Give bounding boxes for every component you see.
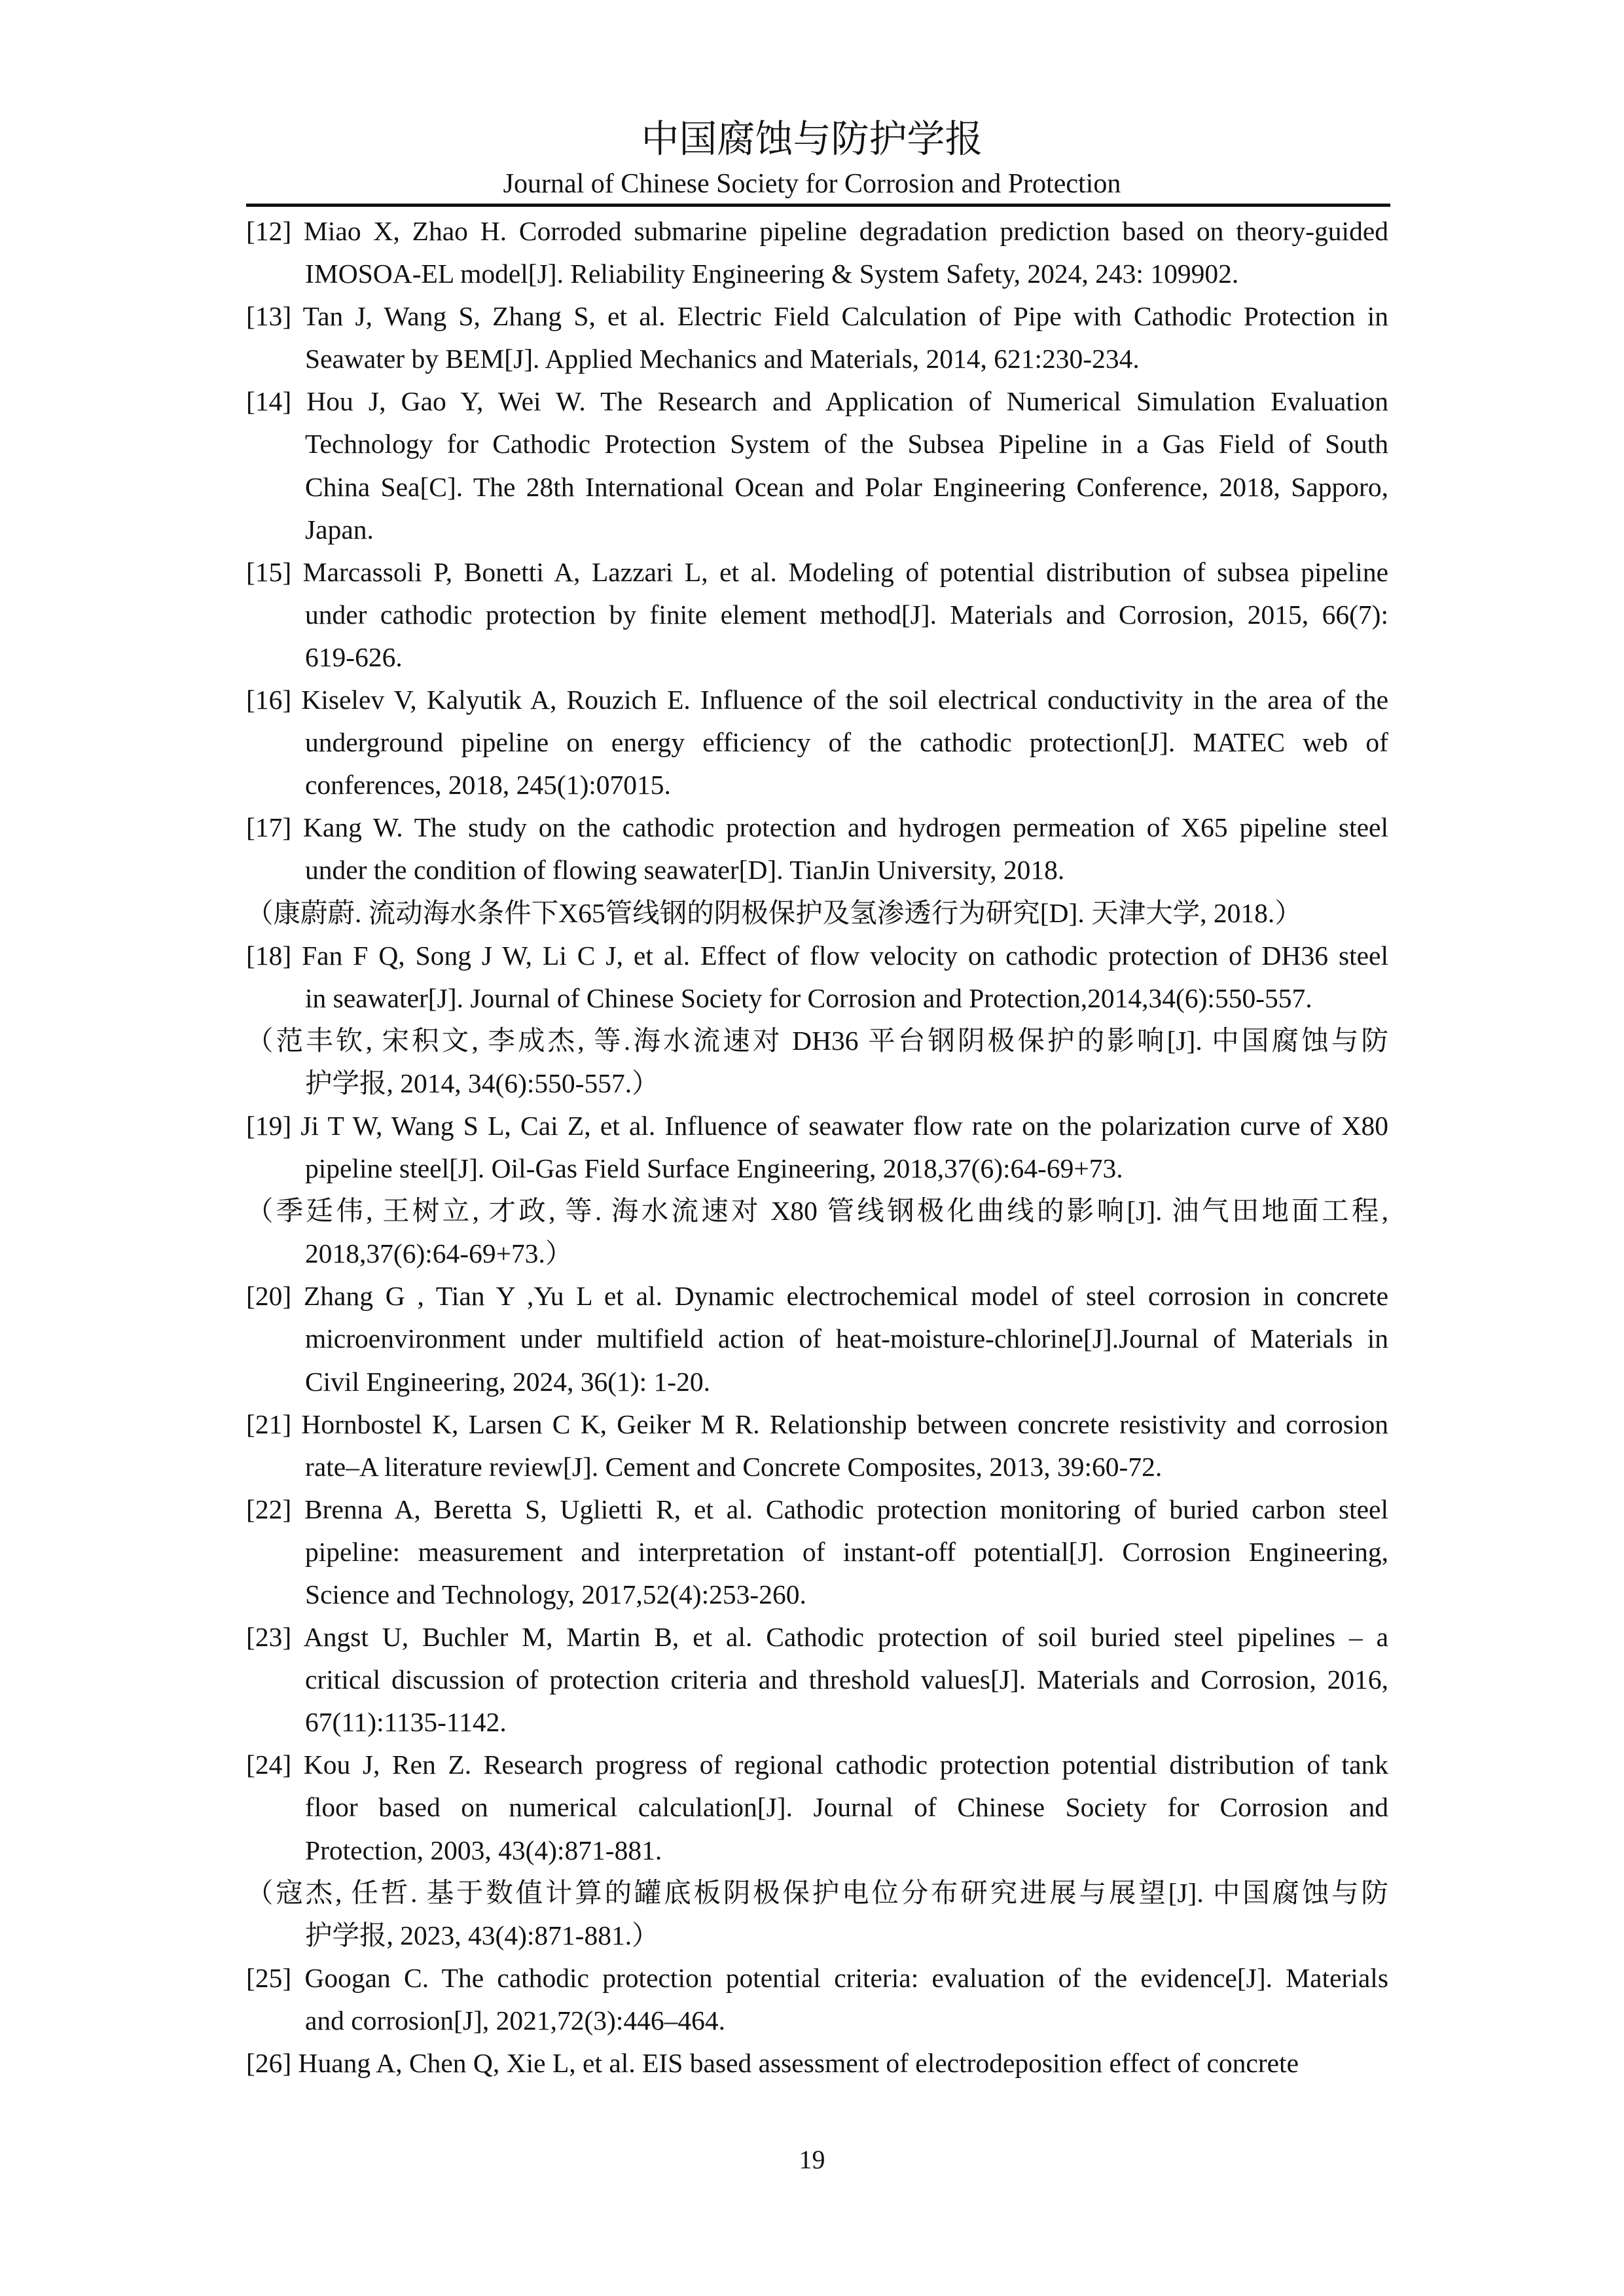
reference-chinese-line: （季廷伟, 王树立, 才政, 等. 海水流速对 X80 管线钢极化曲线的影响[J]. 油气田地面工程, [246, 1196, 1388, 1227]
reference-line: under the condition of flowing seawater[D]. TianJin University, 2018. [305, 855, 1065, 886]
reference-entry [246, 1488, 1388, 1616]
reference-line: [15] Marcassoli P, Bonetti A, Lazzari L, et al. Modeling of potential distribution of subsea pipeline [246, 556, 1388, 587]
reference-line: [18] Fan F Q, Song J W, Li C J, et al. Effect of flow velocity on cathodic protection of DH36 steel [246, 940, 1388, 971]
reference-line: [22] Brenna A, Beretta S, Uglietti R, et al. Cathodic protection monitoring of buried carbon steel [246, 1494, 1388, 1524]
reference-line: [16] Kiselev V, Kalyutik A, Rouzich E. Influence of the soil electrical conductivity in the area of the [246, 685, 1388, 715]
journal-title-chinese: 中国腐蚀与防护学报 [641, 118, 983, 160]
reference-line: Seawater by BEM[J]. Applied Mechanics and Materials, 2014, 621:230-234. [305, 344, 1140, 374]
reference-line: [24] Kou J, Ren Z. Research progress of regional cathodic protection potential distribution of tank [246, 1749, 1388, 1780]
reference-line: Japan. [305, 514, 374, 545]
reference-entry [246, 1275, 1388, 1403]
reference-line: pipeline: measurement and interpretation of instant-off potential[J]. Corrosion Engineering, [305, 1536, 1388, 1567]
reference-line: under cathodic protection by finite element method[J]. Materials and Corrosion, 2015, 66(7): [305, 599, 1388, 630]
reference-entry [246, 806, 1388, 934]
reference-entry [246, 210, 1388, 295]
reference-chinese-line: 2018,37(6):64-69+73.） [305, 1238, 573, 1269]
reference-line: rate–A literature review[J]. Cement and Concrete Composites, 2013, 39:60-72. [305, 1451, 1163, 1482]
reference-entry [246, 1105, 1388, 1275]
reference-line: conferences, 2018, 245(1):07015. [305, 770, 671, 800]
reference-line: floor based on numerical calculation[J]. Journal of Chinese Society for Corrosion and [305, 1792, 1388, 1823]
reference-entry [246, 295, 1388, 380]
reference-entry [246, 380, 1388, 550]
reference-chinese-line: （寇杰, 任哲. 基于数值计算的罐底板阴极保护电位分布研究进展与展望[J]. 中国腐蚀与防 [246, 1877, 1388, 1908]
reference-entry [246, 551, 1388, 679]
reference-chinese-line: 护学报, 2023, 43(4):871-881.） [305, 1920, 659, 1950]
reference-line: IMOSOA-EL model[J]. Reliability Engineering & System Safety, 2024, 243: 109902. [305, 259, 1239, 289]
reference-entry [246, 679, 1388, 806]
reference-line: [25] Googan C. The cathodic protection potential criteria: evaluation of the evidence[J]. Materials [246, 1962, 1388, 1993]
reference-line: [19] Ji T W, Wang S L, Cai Z, et al. Influence of seawater flow rate on the polarization curve of X80 [246, 1110, 1388, 1141]
reference-line: and corrosion[J], 2021,72(3):446–464. [305, 2005, 725, 2036]
reference-line: [12] Miao X, Zhao H. Corroded submarine pipeline degradation prediction based on theory-guided [246, 216, 1388, 246]
reference-line: 619-626. [305, 641, 403, 672]
reference-line: pipeline steel[J]. Oil-Gas Field Surface Engineering, 2018,37(6):64-69+73. [305, 1153, 1123, 1184]
reference-entry [246, 935, 1388, 1105]
reference-line: [23] Angst U, Buchler M, Martin B, et al. Cathodic protection of soil buried steel pipelines – a [246, 1622, 1388, 1653]
reference-entry [246, 1616, 1388, 1744]
reference-entry [246, 1957, 1388, 2042]
reference-line: [13] Tan J, Wang S, Zhang S, et al. Electric Field Calculation of Pipe with Cathodic Protection in [246, 301, 1388, 332]
reference-line: [14] Hou J, Gao Y, Wei W. The Research and Application of Numerical Simulation Evaluation [246, 386, 1388, 417]
reference-line: Science and Technology, 2017,52(4):253-260. [305, 1579, 806, 1609]
reference-entry [246, 2042, 1388, 2085]
reference-line: Civil Engineering, 2024, 36(1): 1-20. [305, 1366, 710, 1397]
reference-line: in seawater[J]. Journal of Chinese Society for Corrosion and Protection,2014,34(6):550-557. [305, 982, 1312, 1013]
journal-title-english: Journal of Chinese Society for Corrosion and Protection [503, 169, 1121, 199]
reference-line: microenvironment under multifield action of heat-moisture-chlorine[J].Journal of Materials in [305, 1323, 1388, 1354]
header-rule [246, 204, 1390, 207]
reference-line: China Sea[C]. The 28th International Ocean and Polar Engineering Conference, 2018, Sapporo, [305, 471, 1388, 502]
reference-entry [246, 1403, 1388, 1488]
reference-chinese-line: （康蔚蔚. 流动海水条件下X65管线钢的阴极保护及氢渗透行为研究[D]. 天津大学, 2018.） [246, 897, 1302, 928]
reference-chinese-line: 护学报, 2014, 34(6):550-557.） [305, 1067, 659, 1098]
reference-line: Technology for Cathodic Protection System of the Subsea Pipeline in a Gas Field of South [305, 429, 1388, 459]
reference-line: underground pipeline on energy efficiency of the cathodic protection[J]. MATEC web of [305, 727, 1388, 758]
reference-entry [246, 1744, 1388, 1956]
reference-line: [26] Huang A, Chen Q, Xie L, et al. EIS based assessment of electrodeposition effect of concrete [246, 2048, 1299, 2079]
reference-line: [20] Zhang G , Tian Y ,Yu L et al. Dynamic electrochemical model of steel corrosion in concrete [246, 1281, 1388, 1312]
reference-line: critical discussion of protection criteria and threshold values[J]. Materials and Corrosion, 2016, [305, 1664, 1388, 1695]
reference-line: [17] Kang W. The study on the cathodic protection and hydrogen permeation of X65 pipeline steel [246, 812, 1388, 843]
reference-line: Protection, 2003, 43(4):871-881. [305, 1835, 662, 1865]
page-number: 19 [799, 2145, 825, 2174]
reference-line: [21] Hornbostel K, Larsen C K, Geiker M R. Relationship between concrete resistivity and corrosion [246, 1408, 1388, 1439]
reference-line: 67(11):1135-1142. [305, 1707, 507, 1738]
reference-chinese-line: （范丰钦, 宋积文, 李成杰, 等.海水流速对 DH36 平台钢阴极保护的影响[J]. 中国腐蚀与防 [246, 1025, 1388, 1056]
reference-list [246, 210, 1388, 2085]
